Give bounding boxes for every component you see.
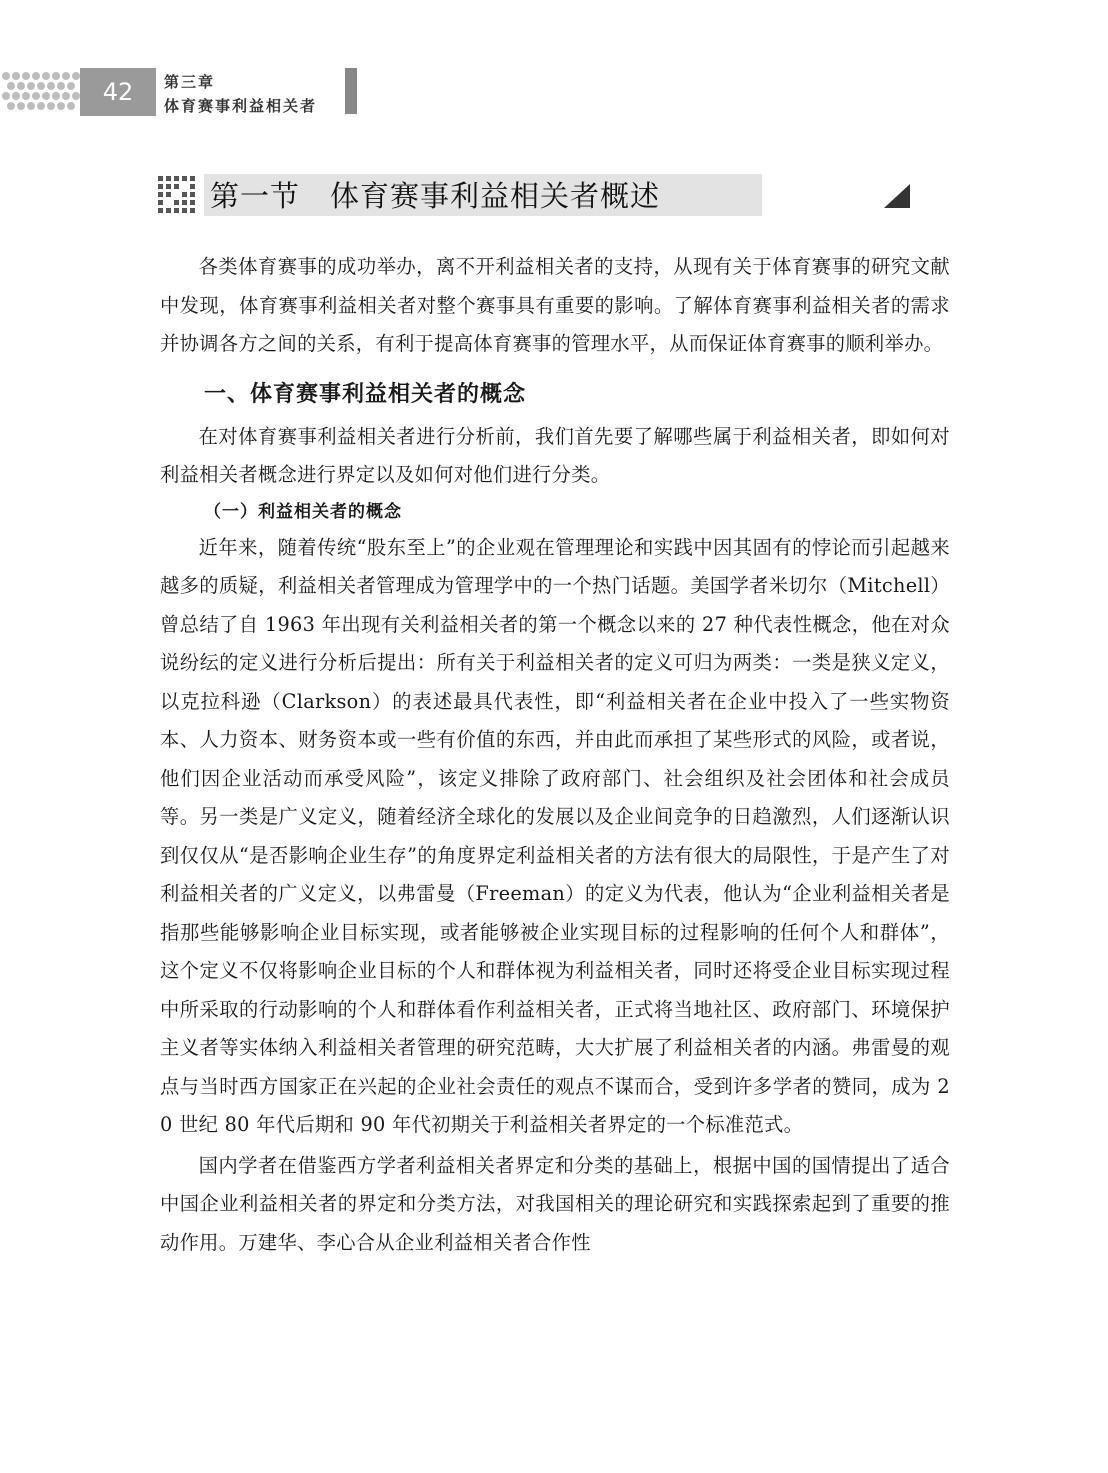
paragraph-3: 国内学者在借鉴西方学者利益相关者界定和分类的基础上，根据中国的国情提出了适合中国企业利益相关者的界定和分类方法，对我国相关的理论研究和实践探索起到了重要的推动作用。万建华、李心合从企业利益相关者合作性 bbox=[160, 1153, 950, 1254]
paragraph-2: 近年来，随着传统“股东至上”的企业观在管理理论和实践中因其固有的悖论而引起越来越多的质疑，利益相关者管理成为管理学中的一个热门话题。美国学者米切尔（Mitchell）曾总结了自 1963 年出现有关利益相关者的第一个概念以来的 27 种代表性概念，他在对众说纷纭的定义进行分析后提出：所有关于利益相关者的定义可归为两类：一类是狭义定义，以克拉科逊（Clarkson）的表述最具代表性，即“利益相关者在企业中投入了一些实物资本、人力资本、财务资本或一些有价值的东西，并由此而承担了某些形式的风险，或者说，他们因企业活动而承受风险”，该定义排除了政府部门、社会组织及社会团体和社会成员等。另一类是广义定义，随着经济全球化的发展以及企业间竞争的日趋激烈，人们逐渐认识到仅仅从“是否影响企业生存”的角度界定利益相关者的方法有很大的局限性，于是产生了对利益相关者的广义定义，以弗雷曼（Freeman）的定义为代表，他认为“企业利益相关者是指那些能够影响企业目标实现，或者能够被企业实现目标的过程影响的任何个人和群体”，这个定义不仅将影响企业目标的个人和群体视为利益相关者，同时还将受企业目标实现过程中所采取的行动影响的个人和群体看作利益相关者，正式将当地社区、政府部门、环境保护主义者等实体纳入利益相关者管理的研究范畴，大大扩展了利益相关者的内涵。弗雷曼的观点与当时西方国家正在兴起的企业社会责任的观点不谋而合，受到许多学者的赞同，成为 20 世纪 80 年代后期和 90 年代初期关于利益相关者界定的一个标准范式。 bbox=[160, 535, 950, 1136]
section-heading bbox=[158, 174, 762, 216]
chapter-label bbox=[164, 70, 364, 118]
decorative-dots-icon bbox=[0, 70, 82, 116]
section-title: 第一节 体育赛事利益相关者概述 bbox=[210, 179, 661, 213]
page-number: 42 bbox=[80, 68, 156, 116]
subheading-stakeholder-concept: （一）利益相关者的概念 bbox=[204, 501, 402, 522]
header-bar bbox=[345, 68, 357, 114]
paragraph-1: 在对体育赛事利益相关者进行分析前，我们首先要了解哪些属于利益相关者，即如何对利益相关者概念进行界定以及如何对他们进行分类。 bbox=[160, 424, 950, 486]
body-content bbox=[160, 248, 950, 1262]
chapter-number: 第三章 bbox=[164, 73, 216, 91]
intro-paragraph: 各类体育赛事的成功举办，离不开利益相关者的支持，从现有关于体育赛事的研究文献中发现，体育赛事利益相关者对整个赛事具有重要的影响。了解体育赛事利益相关者的需求并协调各方之间的关系，有利于提高体育赛事的管理水平，从而保证体育赛事的顺利举办。 bbox=[160, 255, 950, 355]
heading-concept: 一、体育赛事利益相关者的概念 bbox=[204, 380, 527, 407]
running-header bbox=[0, 58, 370, 130]
triangle-marker-icon bbox=[882, 182, 912, 210]
chapter-title: 体育赛事利益相关者 bbox=[164, 97, 318, 115]
grid-squares-icon bbox=[158, 176, 200, 216]
